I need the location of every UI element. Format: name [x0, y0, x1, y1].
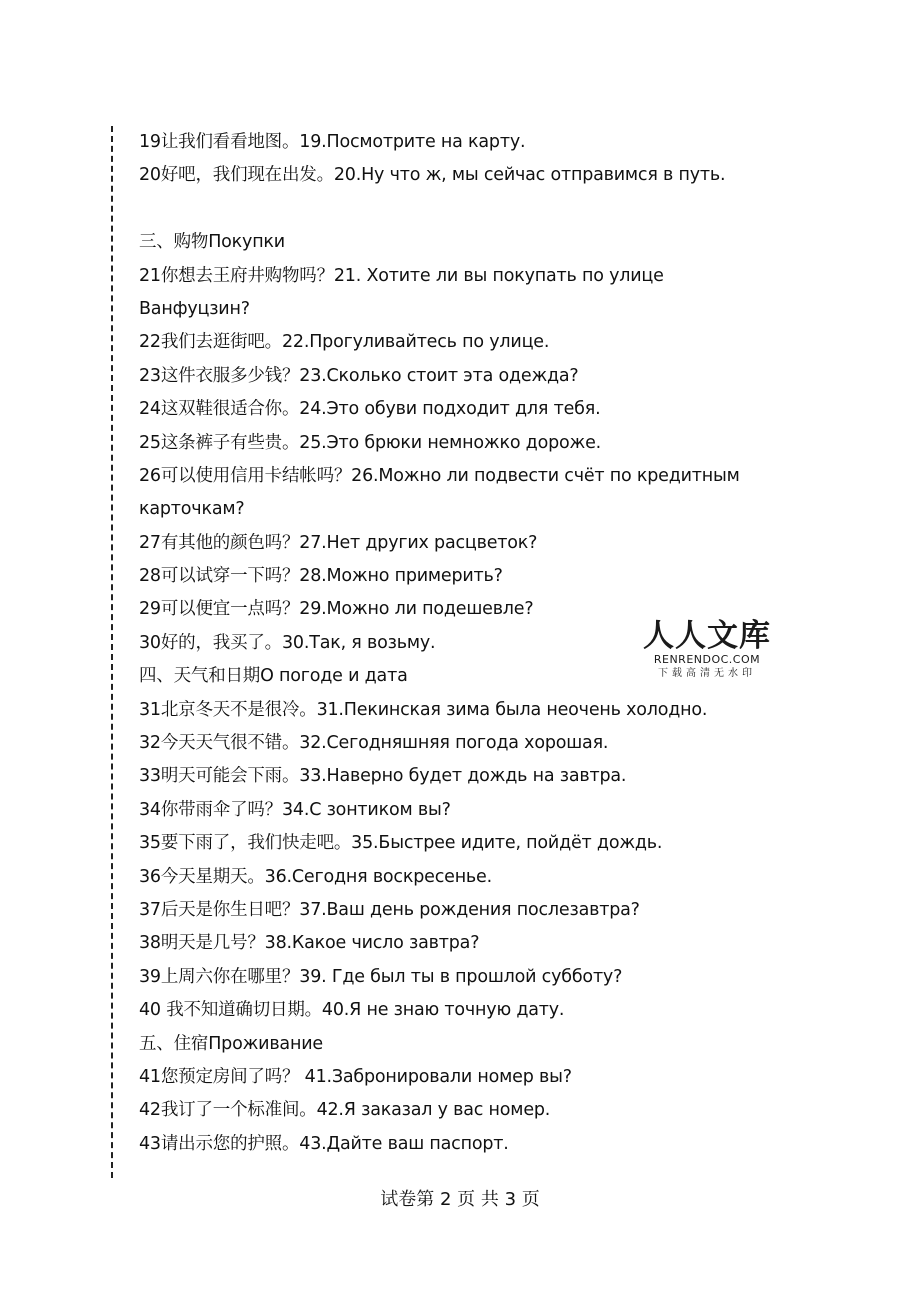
text-line-31: 31北京冬天不是很冷。31.Пекинская зима была неочень холодно. — [139, 699, 708, 720]
binding-cut-line — [111, 126, 113, 1178]
watermark-subtitle: 下载高清无水印 — [658, 668, 756, 679]
text-line-36: 36今天星期天。36.Сегодня воскресенье. — [139, 866, 492, 887]
text-line-28: 28可以试穿一下吗？28.Можно примерить? — [139, 566, 503, 587]
text-line-23: 23这件衣服多少钱？23.Сколько стоит эта одежда? — [139, 365, 579, 386]
text-line-21: 21你想去王府井购物吗？21. Хотите ли вы покупать по улице — [139, 265, 664, 286]
text-line-19: 19让我们看看地图。19.Посмотрите на карту. — [139, 132, 526, 152]
page-footer: 试卷第 2 页 共 3 页 — [380, 1189, 540, 1210]
text-line-20: 20好吧，我们现在出发。20.Ну что ж, мы сейчас отправимся в путь. — [139, 165, 726, 186]
text-line-34: 34你带雨伞了吗？34.С зонтиком вы? — [139, 799, 451, 820]
watermark-title: 人人文库 — [643, 618, 771, 654]
section-heading-weather: 四、天气和日期О погоде и дата — [139, 666, 408, 687]
text-line-33: 33明天可能会下雨。33.Наверно будет дождь на завтра. — [139, 766, 627, 787]
text-line-40: 40 我不知道确切日期。40.Я не знаю точную дату. — [139, 1000, 565, 1021]
watermark-logo — [641, 619, 773, 681]
text-line-41: 41您预定房间了吗？ 41.Забронировали номер вы? — [139, 1066, 572, 1087]
text-line-43: 43请出示您的护照。43.Дайте ваш паспорт. — [139, 1133, 509, 1154]
text-line-35: 35要下雨了，我们快走吧。35.Быстрее идите, пойдёт дождь. — [139, 833, 663, 854]
watermark-domain: RENRENDOC.COM — [653, 653, 761, 666]
blank-line — [139, 193, 799, 226]
text-line-39: 39上周六你在哪里？39. Где был ты в прошлой субботу? — [139, 966, 623, 987]
text-line-25: 25这条裤子有些贵。25.Это брюки немножко дороже. — [139, 432, 601, 453]
text-line-32: 32今天天气很不错。32.Сегодняшняя погода хорошая. — [139, 733, 609, 754]
text-line-21-cont: Ванфуцзин? — [139, 298, 250, 319]
text-line-42: 42我订了一个标准间。42.Я заказал у вас номер. — [139, 1100, 551, 1121]
section-heading-accommodation: 五、住宿Проживание — [139, 1033, 323, 1054]
text-line-27: 27有其他的颜色吗？27.Нет других расцветок? — [139, 532, 538, 553]
text-line-22: 22我们去逛街吧。22.Прогуливайтесь по улице. — [139, 332, 550, 353]
text-line-37: 37后天是你生日吧？37.Ваш день рождения послезавтра? — [139, 899, 640, 920]
text-line-38: 38明天是几号？38.Какое число завтра? — [139, 933, 480, 954]
text-line-26-cont: карточкам? — [139, 499, 245, 520]
text-line-24: 24这双鞋很适合你。24.Это обуви подходит для тебя. — [139, 399, 601, 420]
text-line-30: 30好的，我买了。30.Так, я возьму. — [139, 632, 436, 653]
section-heading-shopping: 三、购物Покупки — [139, 232, 285, 253]
text-line-29: 29可以便宜一点吗？29.Можно ли подешевле? — [139, 599, 534, 620]
text-line-26: 26可以使用信用卡结帐吗？26.Можно ли подвести счёт по кредитным — [139, 465, 740, 486]
